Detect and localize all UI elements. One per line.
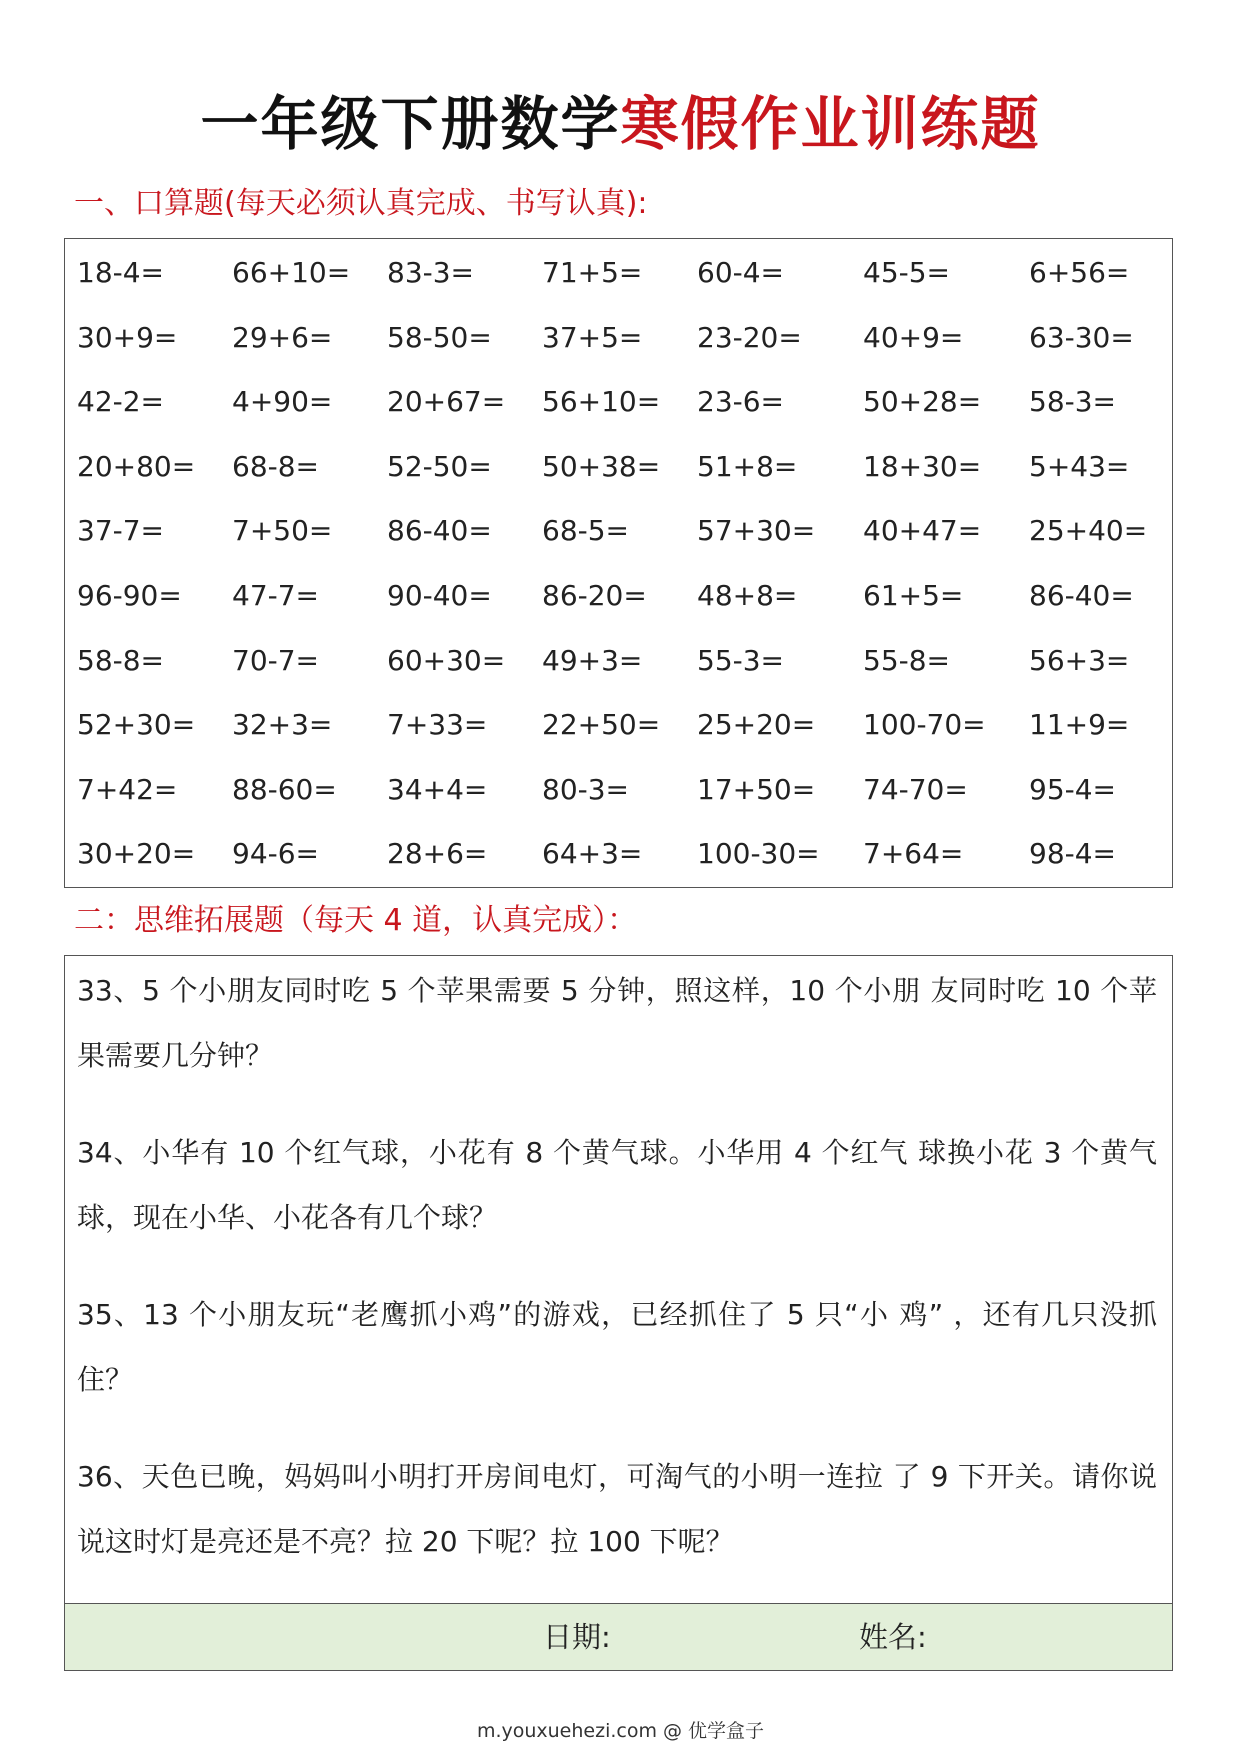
- arithmetic-problem: 37-7=: [77, 514, 165, 548]
- question-36: 36、天色已晚，妈妈叫小明打开房间电灯，可淘气的小明一连拉 了 9 下开关。请你说说这时灯是亮还是不亮？拉 20 下呢？拉 100 下呢？: [77, 1460, 1157, 1558]
- arithmetic-problem: 52+30=: [77, 708, 196, 742]
- arithmetic-problem: 56+3=: [1029, 643, 1130, 677]
- footer-band: [65, 1603, 1172, 1670]
- arithmetic-problem: 98-4=: [1029, 837, 1117, 871]
- date-label: 日期:: [543, 1620, 611, 1654]
- arithmetic-problem: 88-60=: [232, 772, 337, 806]
- question-34: 34、小华有 10 个红气球，小花有 8 个黄气球。小华用 4 个红气 球换小花 3 个黄气球，现在小华、小花各有几个球？: [77, 1136, 1157, 1234]
- arithmetic-problem: 86-20=: [542, 579, 647, 612]
- arithmetic-problem: 55-3=: [697, 643, 785, 677]
- arithmetic-problem: 60+30=: [387, 643, 506, 677]
- arithmetic-row: [65, 253, 1172, 293]
- arithmetic-problem: 61+5=: [863, 579, 964, 612]
- arithmetic-problem: 4+90=: [232, 385, 333, 419]
- arithmetic-problem: 42-2=: [77, 385, 165, 419]
- arithmetic-problem: 32+3=: [232, 708, 333, 742]
- arithmetic-problem: 28+6=: [387, 837, 488, 871]
- arithmetic-problem: 7+64=: [863, 837, 964, 871]
- arithmetic-problem: 71+5=: [542, 256, 643, 289]
- arithmetic-row: [65, 641, 1172, 681]
- arithmetic-problem: 30+9=: [77, 320, 178, 354]
- arithmetic-problem: 74-70=: [863, 772, 968, 806]
- arithmetic-problem: 34+4=: [387, 772, 488, 806]
- arithmetic-problem: 45-5=: [863, 256, 951, 289]
- arithmetic-problem: 20+67=: [387, 385, 506, 419]
- arithmetic-row: [65, 705, 1172, 745]
- arithmetic-problem: 96-90=: [77, 579, 182, 612]
- arithmetic-problem: 11+9=: [1029, 708, 1130, 742]
- word-problems-box: [64, 955, 1173, 1671]
- arithmetic-problem: 23-20=: [697, 320, 802, 354]
- arithmetic-problem: 17+50=: [697, 772, 816, 806]
- title-red-part: 寒假作业训练题: [620, 90, 1041, 158]
- arithmetic-problem: 48+8=: [697, 579, 798, 612]
- arithmetic-problem: 25+20=: [697, 708, 816, 742]
- arithmetic-problem: 20+80=: [77, 449, 196, 483]
- arithmetic-problem: 70-7=: [232, 643, 320, 677]
- arithmetic-problem: 58-8=: [77, 643, 165, 677]
- arithmetic-problem: 29+6=: [232, 320, 333, 354]
- arithmetic-row: [65, 382, 1172, 422]
- arithmetic-row: [65, 576, 1172, 616]
- arithmetic-problem: 66+10=: [232, 256, 351, 289]
- arithmetic-problem: 49+3=: [542, 643, 643, 677]
- arithmetic-problem: 100-30=: [697, 837, 820, 871]
- arithmetic-problem: 51+8=: [697, 449, 798, 483]
- arithmetic-problem: 50+28=: [863, 385, 982, 419]
- arithmetic-problem: 64+3=: [542, 837, 643, 871]
- arithmetic-problem: 47-7=: [232, 579, 320, 612]
- arithmetic-problem: 5+43=: [1029, 449, 1130, 483]
- arithmetic-problem: 55-8=: [863, 643, 951, 677]
- arithmetic-problem: 86-40=: [387, 514, 492, 548]
- arithmetic-problem: 86-40=: [1029, 579, 1134, 612]
- arithmetic-row: [65, 770, 1172, 810]
- arithmetic-problem: 83-3=: [387, 256, 475, 289]
- section2-heading: 二：思维拓展题（每天 4 道，认真完成）：: [74, 903, 638, 938]
- question-35: 35、13 个小朋友玩“老鹰抓小鸡”的游戏，已经抓住了 5 只“小 鸡” ，还有几只没抓住？: [77, 1298, 1157, 1396]
- arithmetic-row: [65, 511, 1172, 551]
- arithmetic-problem: 40+47=: [863, 514, 982, 548]
- question-33: 33、5 个小朋友同时吃 5 个苹果需要 5 分钟，照这样，10 个小朋 友同时吃 10 个苹果需要几分钟？: [77, 974, 1157, 1072]
- arithmetic-row: [65, 834, 1172, 874]
- arithmetic-table: [64, 238, 1173, 888]
- arithmetic-problem: 100-70=: [863, 708, 986, 742]
- arithmetic-problem: 40+9=: [863, 320, 964, 354]
- title-black-part: 一年级下册数学: [200, 90, 621, 158]
- arithmetic-problem: 63-30=: [1029, 320, 1134, 354]
- arithmetic-problem: 95-4=: [1029, 772, 1117, 806]
- arithmetic-problem: 68-8=: [232, 449, 320, 483]
- section1-heading: 一、口算题(每天必须认真完成、书写认真):: [74, 186, 648, 221]
- arithmetic-problem: 7+42=: [77, 772, 178, 806]
- arithmetic-row: [65, 447, 1172, 487]
- arithmetic-problem: 6+56=: [1029, 256, 1130, 289]
- arithmetic-problem: 94-6=: [232, 837, 320, 871]
- arithmetic-problem: 25+40=: [1029, 514, 1148, 548]
- arithmetic-problem: 68-5=: [542, 514, 630, 548]
- arithmetic-problem: 30+20=: [77, 837, 196, 871]
- name-label: 姓名:: [859, 1620, 927, 1654]
- arithmetic-problem: 58-3=: [1029, 385, 1117, 419]
- arithmetic-problem: 60-4=: [697, 256, 785, 289]
- arithmetic-problem: 18+30=: [863, 449, 982, 483]
- arithmetic-problem: 7+33=: [387, 708, 488, 742]
- arithmetic-problem: 57+30=: [697, 514, 816, 548]
- arithmetic-problem: 80-3=: [542, 772, 630, 806]
- arithmetic-problem: 23-6=: [697, 385, 785, 419]
- site-watermark: m.youxuehezi.com @ 优学盒子: [476, 1720, 765, 1742]
- arithmetic-problem: 56+10=: [542, 385, 661, 419]
- arithmetic-problem: 50+38=: [542, 449, 661, 483]
- page-title: [0, 84, 1241, 164]
- arithmetic-problem: 37+5=: [542, 320, 643, 354]
- arithmetic-problem: 90-40=: [387, 579, 492, 612]
- arithmetic-problem: 58-50=: [387, 320, 492, 354]
- arithmetic-row: [65, 318, 1172, 358]
- arithmetic-problem: 52-50=: [387, 449, 492, 483]
- arithmetic-problem: 7+50=: [232, 514, 333, 548]
- arithmetic-problem: 18-4=: [77, 256, 165, 289]
- arithmetic-problem: 22+50=: [542, 708, 661, 742]
